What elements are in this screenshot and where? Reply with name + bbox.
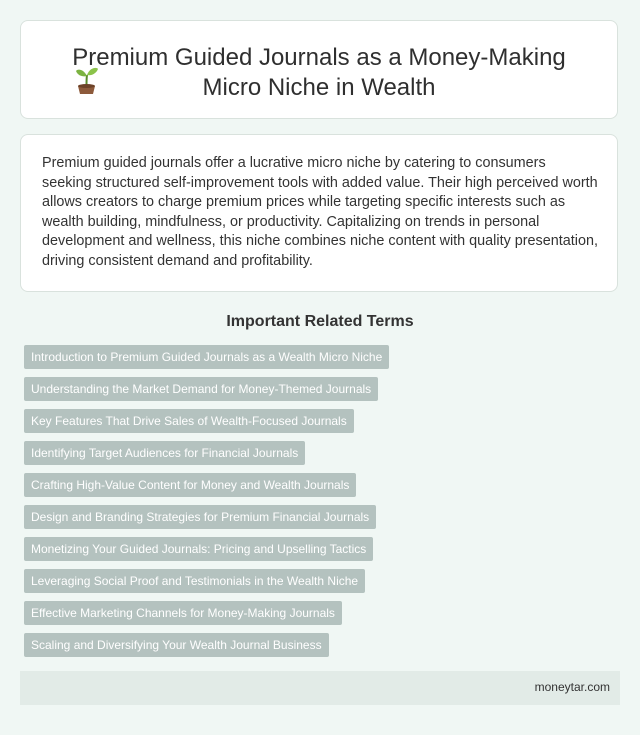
related-term-link[interactable]: Key Features That Drive Sales of Wealth-Focused Journals bbox=[24, 409, 354, 433]
page-title bbox=[21, 43, 617, 103]
related-term-link[interactable]: Design and Branding Strategies for Premium Financial Journals bbox=[24, 505, 376, 529]
page-title-line-2: Micro Niche in Wealth bbox=[202, 74, 436, 101]
related-terms-heading: Important Related Terms bbox=[226, 313, 414, 330]
related-term-item bbox=[24, 505, 389, 529]
footer bbox=[20, 671, 620, 705]
related-term-item bbox=[24, 601, 389, 625]
related-term-item bbox=[24, 345, 389, 369]
related-term-link[interactable]: Understanding the Market Demand for Money-Themed Journals bbox=[24, 377, 378, 401]
related-term-link[interactable]: Identifying Target Audiences for Financial Journals bbox=[24, 441, 305, 465]
page-title-line-1: Premium Guided Journals as a Money-Making bbox=[72, 44, 566, 71]
related-terms-list bbox=[24, 345, 389, 665]
related-term-link[interactable]: Effective Marketing Channels for Money-Making Journals bbox=[24, 601, 342, 625]
related-term-link[interactable]: Scaling and Diversifying Your Wealth Journal Business bbox=[24, 633, 329, 657]
description-text: Premium guided journals offer a lucrative micro niche by catering to consumers seeking structured self-improvement tools with added value. Their high perceived worth allows creators to charge premium prices while targeting specific interests such as wealth building, mindfulness, or productivity. Capitalizing on trends in personal development and wellness, this niche combines niche content with quality presentation, driving consistent demand and profitability. bbox=[42, 155, 598, 269]
related-term-link[interactable]: Introduction to Premium Guided Journals as a Wealth Micro Niche bbox=[24, 345, 389, 369]
related-term-item bbox=[24, 409, 389, 433]
title-card bbox=[20, 20, 618, 119]
related-term-item bbox=[24, 569, 389, 593]
description-card bbox=[20, 134, 618, 292]
related-term-item bbox=[24, 537, 389, 561]
related-term-item bbox=[24, 633, 389, 657]
related-term-item bbox=[24, 377, 389, 401]
related-term-link[interactable]: Leveraging Social Proof and Testimonials in the Wealth Niche bbox=[24, 569, 365, 593]
footer-site-link[interactable]: moneytar.com bbox=[534, 680, 610, 694]
related-term-link[interactable]: Monetizing Your Guided Journals: Pricing and Upselling Tactics bbox=[24, 537, 373, 561]
related-term-item bbox=[24, 473, 389, 497]
related-term-item bbox=[24, 441, 389, 465]
related-term-link[interactable]: Crafting High-Value Content for Money and Wealth Journals bbox=[24, 473, 356, 497]
